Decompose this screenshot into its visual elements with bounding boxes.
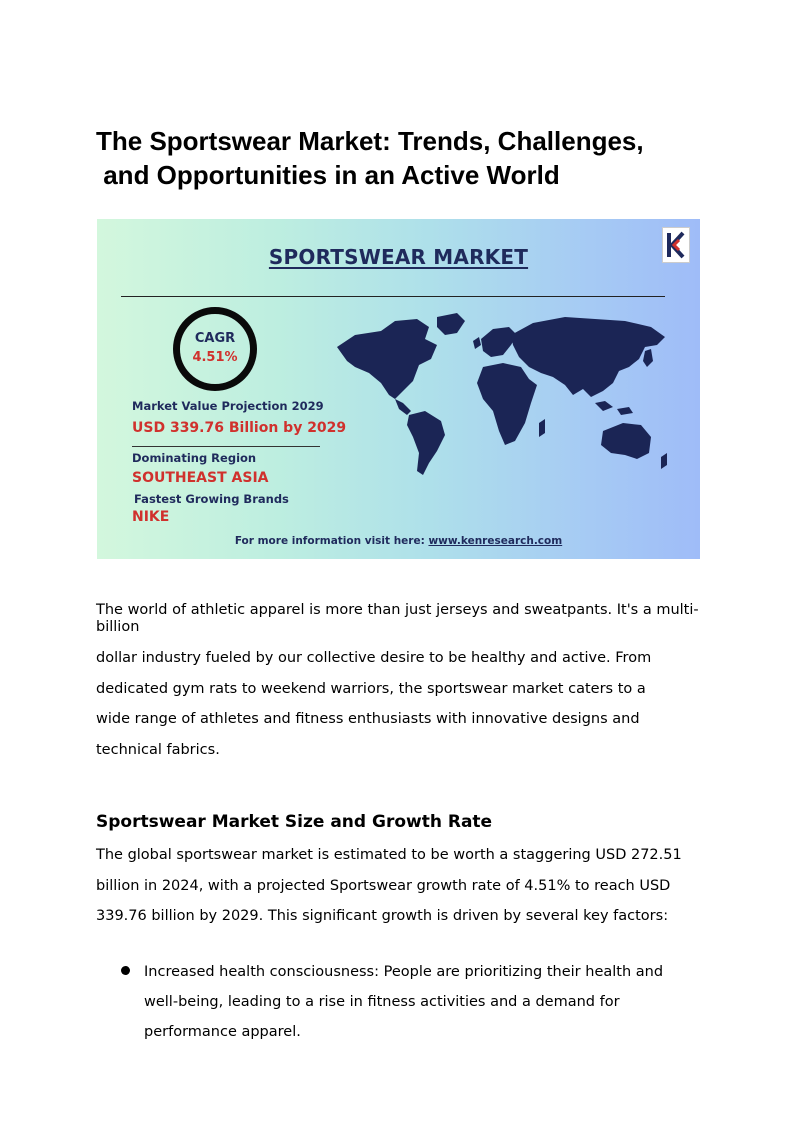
footer-prefix: For more information visit here: [234,535,425,547]
region-label: Dominating Region [132,451,257,465]
section-line-1: The global sportswear market is estimated to be worth a staggering USD 272.51 [96,847,682,863]
cagr-label: CAGR [194,331,236,346]
projection-label: Market Value Projection 2029 [132,399,324,413]
section-heading: Sportswear Market Size and Growth Rate [96,812,493,833]
projection-value: USD 339.76 Billion by 2029 [132,420,347,436]
brands-label: Fastest Growing Brands [134,492,289,506]
bullet-line-2: well-being, leading to a rise in fitness activities and a demand for [144,994,620,1010]
brands-value: NIKE [132,509,170,525]
bullet-line-1: Increased health consciousness: People are prioritizing their health and [144,964,664,980]
banner-divider [121,296,665,297]
banner-separator [132,446,320,447]
kenresearch-link[interactable]: www.kenresearch.com [428,535,563,547]
intro-line-3: dedicated gym rats to weekend warriors, the sportswear market caters to a [96,681,646,697]
market-infographic-banner [97,219,700,559]
banner-heading: SPORTSWEAR MARKET [268,245,529,269]
bullet-icon [121,966,130,975]
intro-line-4: wide range of athletes and fitness enthusiasts with innovative designs and [96,711,640,727]
banner-footer-note [97,535,700,547]
bullet-line-3: performance apparel. [144,1024,301,1040]
intro-line-5: technical fabrics. [96,742,220,758]
kenresearch-logo-icon [662,227,690,263]
world-map-icon [333,311,671,479]
cagr-ring [173,307,257,391]
page-title-line-2: and Opportunities in an Active World [96,160,560,190]
region-value: SOUTHEAST ASIA [132,470,269,486]
page-title [96,124,736,192]
page-title-line-1: The Sportswear Market: Trends, Challenges, [96,126,644,156]
section-line-2: billion in 2024, with a projected Sportswear growth rate of 4.51% to reach USD [96,878,671,894]
section-line-3: 339.76 billion by 2029. This significant growth is driven by several key factors: [96,908,669,924]
intro-line-2: dollar industry fueled by our collective desire to be healthy and active. From [96,650,652,666]
cagr-value: 4.51% [192,350,238,365]
intro-line-1: The world of athletic apparel is more than just jerseys and sweatpants. It's a multi-billion [96,602,699,635]
